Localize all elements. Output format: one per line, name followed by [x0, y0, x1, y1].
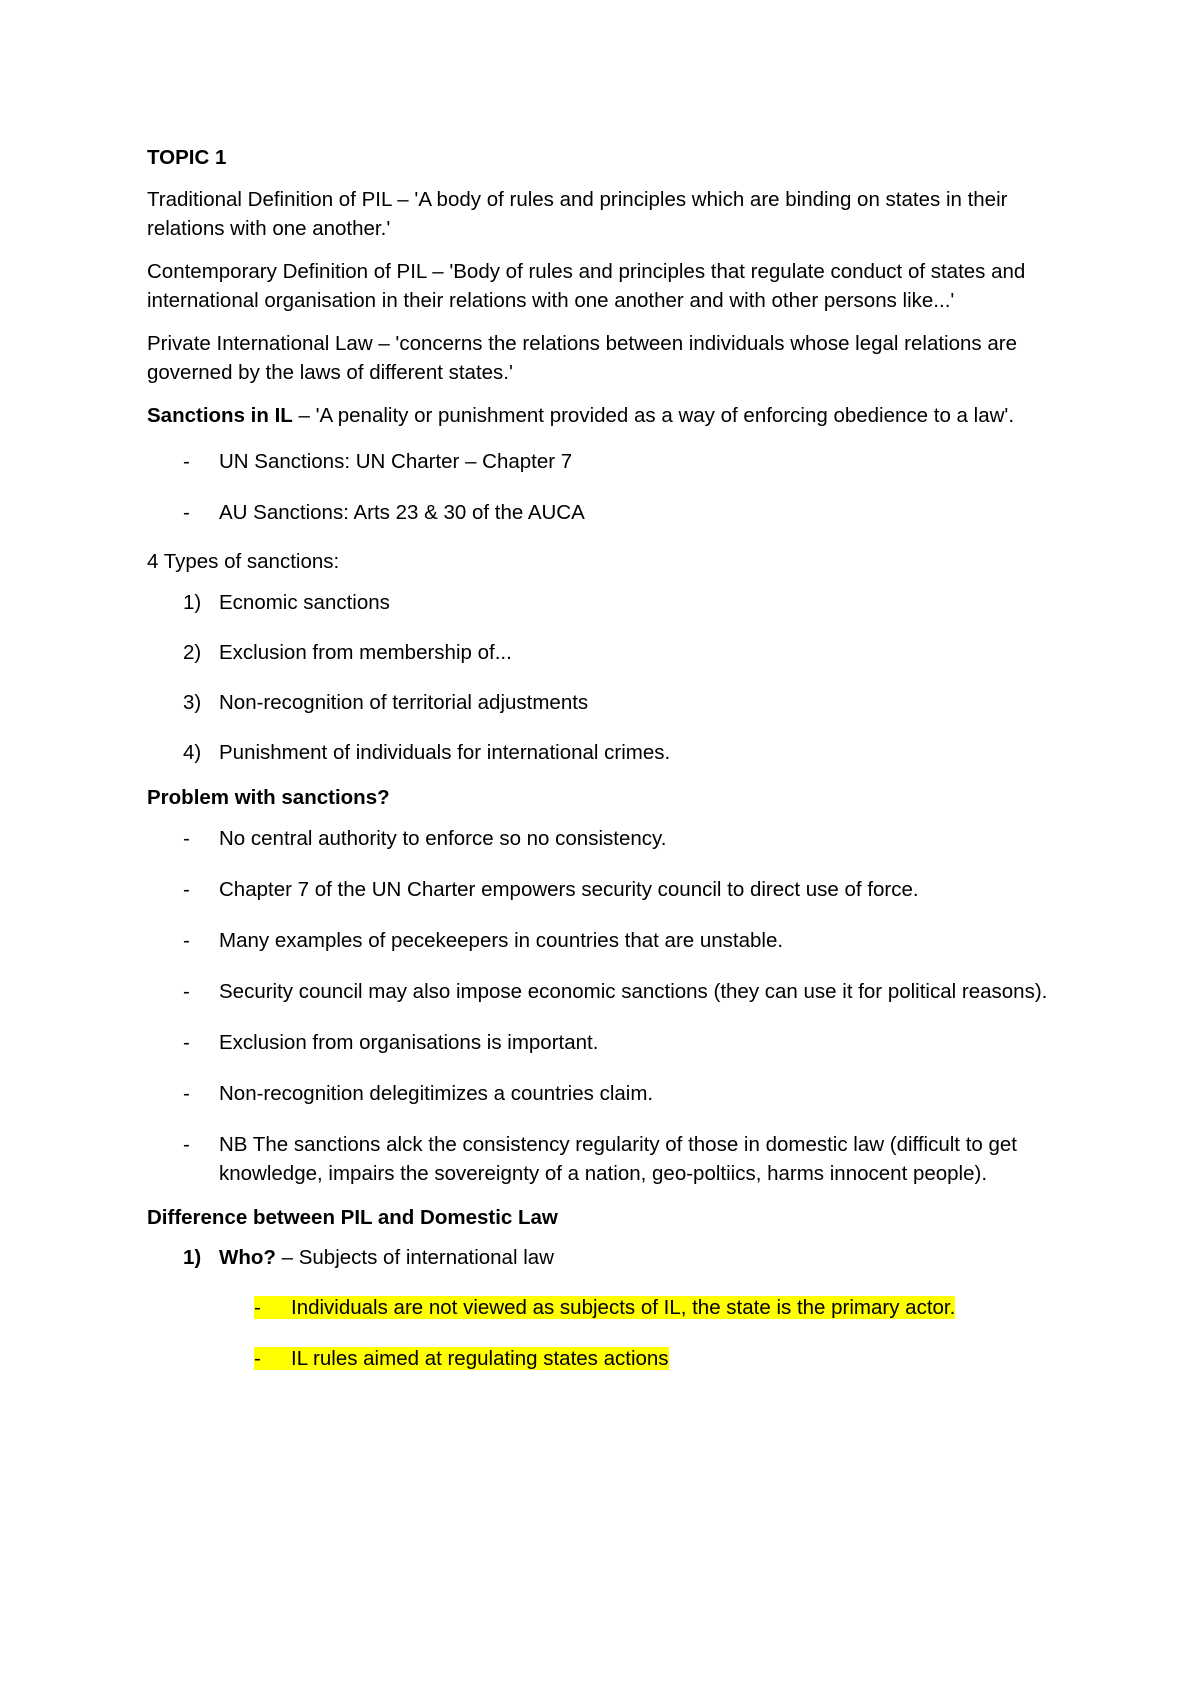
sanctions-def-text: – 'A penality or punishment provided as a way of enforcing obedience to a law'.	[292, 404, 1015, 427]
difference-heading: Difference between PIL and Domestic Law	[147, 1206, 558, 1229]
list-item: 2) Exclusion from membership of...	[183, 641, 512, 664]
who-term: Who?	[219, 1246, 276, 1269]
traditional-definition: Traditional Definition of PIL – 'A body of rules and principles which are binding on states in their relations with one another.'	[147, 188, 1008, 240]
sanctions-term: Sanctions in IL	[147, 404, 293, 427]
list-item: - Security council may also impose economic sanctions (they can use it for political reasons).	[183, 980, 1048, 1003]
highlighted-text: - Individuals are not viewed as subjects of IL, the state is the primary actor.	[254, 1296, 956, 1319]
list-item: - UN Sanctions: UN Charter – Chapter 7	[147, 447, 1067, 476]
problem-heading: Problem with sanctions?	[147, 786, 390, 809]
list-item	[254, 1293, 1067, 1322]
list-item: 4) Punishment of individuals for international crimes.	[183, 741, 671, 764]
list-item: - Non-recognition delegitimizes a countries claim.	[183, 1082, 654, 1105]
dash-marker: -	[183, 450, 190, 473]
private-international-law: Private International Law – 'concerns the relations between individuals whose legal relations are governed by the laws of different states.'	[147, 332, 1017, 384]
dash-marker: -	[183, 501, 190, 524]
list-item: 3) Non-recognition of territorial adjustments	[183, 691, 589, 714]
list-item: - Exclusion from organisations is important.	[183, 1031, 599, 1054]
list-item: 1) Who? – Subjects of international law	[183, 1246, 554, 1269]
sanction-types-list	[147, 588, 1067, 767]
highlighted-text: - IL rules aimed at regulating states actions	[254, 1347, 669, 1370]
document-page	[147, 143, 1067, 1395]
problems-list	[147, 824, 1067, 1188]
types-heading: 4 Types of sanctions:	[147, 550, 340, 573]
list-item: - No central authority to enforce so no consistency.	[183, 827, 667, 850]
highlighted-list	[147, 1293, 1067, 1373]
list-item: 1) Ecnomic sanctions	[183, 591, 390, 614]
list-item: - Chapter 7 of the UN Charter empowers security council to direct use of force.	[183, 878, 919, 901]
list-item: - Many examples of pecekeepers in countries that are unstable.	[183, 929, 784, 952]
sanctions-definition	[147, 401, 1067, 430]
topic-title: TOPIC 1	[147, 146, 227, 169]
list-item: - AU Sanctions: Arts 23 & 30 of the AUCA	[147, 498, 1067, 527]
contemporary-definition: Contemporary Definition of PIL – 'Body of rules and principles that regulate conduct of states and international organisation in their relations with one another and with other persons like...'	[147, 260, 1026, 312]
sanction-bodies-list	[147, 447, 1067, 527]
difference-list	[147, 1243, 1067, 1272]
list-item	[254, 1344, 1067, 1373]
list-item: - NB The sanctions alck the consistency regularity of those in domestic law (difficult to get knowledge, impairs the sovereignty of a nation, geo-poltiics, harms innocent people).	[183, 1133, 1017, 1185]
